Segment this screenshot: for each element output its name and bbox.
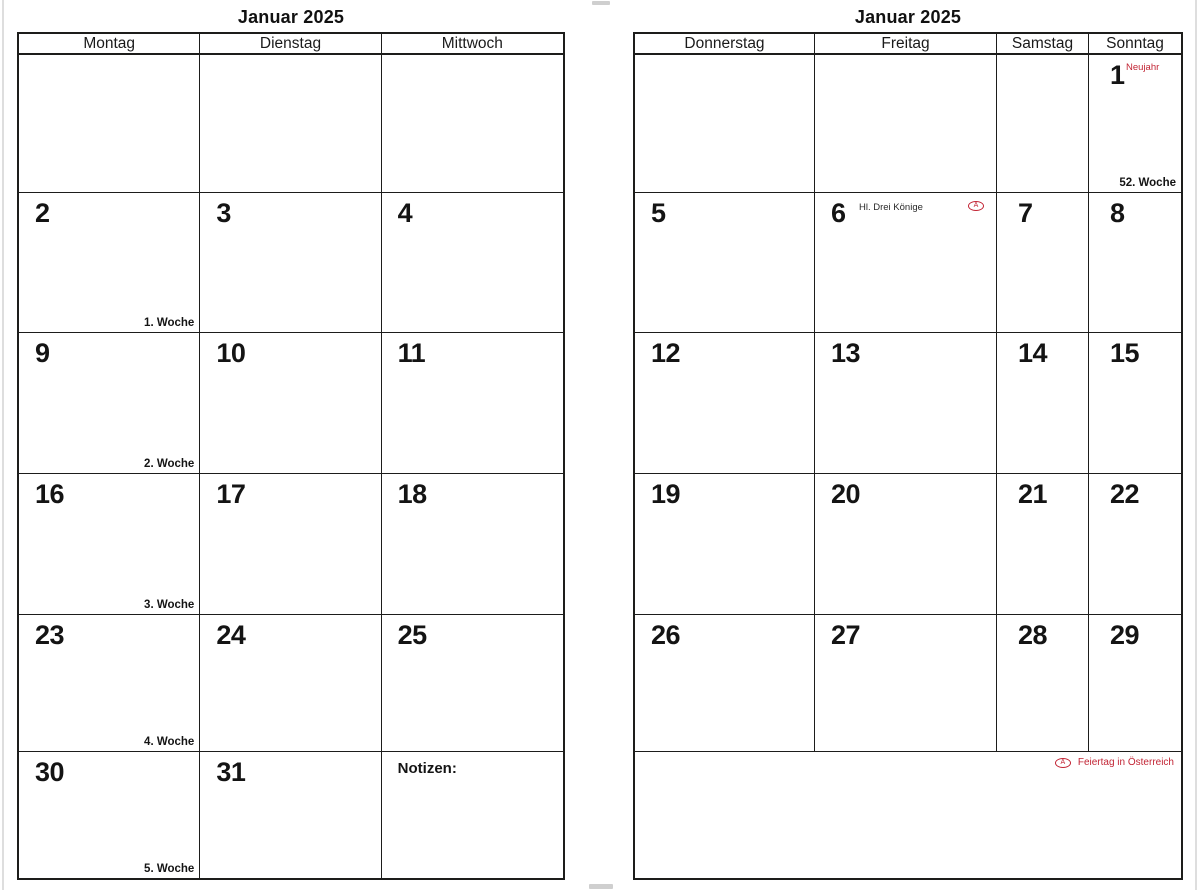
day-cell-25 <box>382 615 563 751</box>
week-label-1: 1. Woche <box>144 317 195 329</box>
week-row-4-left <box>19 615 563 752</box>
legend-text: Feiertag in Österreich <box>1077 757 1174 768</box>
day-number: 3 <box>216 198 231 228</box>
day-number: 30 <box>35 757 65 787</box>
month-title-left: Januar 2025 <box>237 7 345 27</box>
day-cell-empty <box>635 55 815 192</box>
day-number: 17 <box>216 479 246 509</box>
day-number: 23 <box>35 620 65 650</box>
day-number: 10 <box>216 338 246 368</box>
day-number: 1 <box>1110 60 1125 90</box>
weekday-header-row-right <box>635 34 1181 55</box>
day-number: 14 <box>1018 338 1048 368</box>
notes-cell <box>382 752 563 878</box>
week-row-4-right <box>635 615 1181 752</box>
day-cell-22 <box>1089 474 1181 614</box>
day-cell-21 <box>997 474 1089 614</box>
week-row-2-left <box>19 333 563 474</box>
day-number: 29 <box>1110 620 1140 650</box>
page-edge-right <box>1195 0 1197 890</box>
austria-holiday-marker-icon: A <box>968 201 984 211</box>
day-cell-23 <box>19 615 200 751</box>
day-number: 31 <box>216 757 246 787</box>
day-number: 13 <box>831 338 861 368</box>
day-number: 11 <box>397 338 426 368</box>
day-number: 26 <box>651 620 681 650</box>
holiday-legend <box>1055 757 1174 768</box>
calendar-left-page <box>17 32 565 880</box>
day-cell-20 <box>815 474 997 614</box>
day-cell-empty <box>200 55 381 192</box>
week-row-0-right <box>635 55 1181 193</box>
day-number: 4 <box>397 198 413 228</box>
week-row-3-right <box>635 474 1181 615</box>
weekday-header-row-left <box>19 34 563 55</box>
day-cell-18 <box>382 474 563 614</box>
week-row-3-left <box>19 474 563 615</box>
austria-holiday-marker-icon: A <box>1055 758 1071 768</box>
day-cell-19 <box>635 474 815 614</box>
day-cell-8 <box>1089 193 1181 332</box>
day-cell-13 <box>815 333 997 473</box>
footer-notes-row <box>635 752 1181 878</box>
day-cell-7 <box>997 193 1089 332</box>
notes-label: Notizen: <box>397 760 457 777</box>
day-header-sonntag: Sonntag <box>1089 34 1181 53</box>
day-number: 8 <box>1110 198 1125 228</box>
week-label-2: 2. Woche <box>144 458 195 470</box>
day-number: 12 <box>651 338 681 368</box>
day-cell-6-hl-drei-koenige <box>815 193 997 332</box>
day-cell-30 <box>19 752 200 878</box>
day-cell-29 <box>1089 615 1181 751</box>
day-cell-14 <box>997 333 1089 473</box>
day-header-donnerstag: Donnerstag <box>635 34 815 53</box>
holiday-label-neujahr: Neujahr <box>1126 62 1160 73</box>
day-number: 5 <box>651 198 666 228</box>
day-cell-31 <box>200 752 381 878</box>
holiday-label-hl-drei-koenige: Hl. Drei Könige <box>859 202 923 213</box>
day-number: 24 <box>216 620 246 650</box>
week-label-4: 4. Woche <box>144 736 195 748</box>
week-row-2-right <box>635 333 1181 474</box>
day-cell-15 <box>1089 333 1181 473</box>
day-cell-5 <box>635 193 815 332</box>
day-cell-4 <box>382 193 563 332</box>
day-cell-10 <box>200 333 381 473</box>
day-number: 22 <box>1110 479 1140 509</box>
day-cell-17 <box>200 474 381 614</box>
day-header-samstag: Samstag <box>997 34 1089 53</box>
week-label-52: 52. Woche <box>1119 177 1176 189</box>
day-header-dienstag: Dienstag <box>200 34 381 53</box>
day-cell-empty <box>997 55 1089 192</box>
binding-mark-top <box>592 1 610 5</box>
day-cell-28 <box>997 615 1089 751</box>
day-number: 28 <box>1018 620 1048 650</box>
day-cell-11 <box>382 333 563 473</box>
month-title-right: Januar 2025 <box>854 7 962 27</box>
day-cell-24 <box>200 615 381 751</box>
day-cell-16 <box>19 474 200 614</box>
day-number: 20 <box>831 479 861 509</box>
day-cell-27 <box>815 615 997 751</box>
day-cell-9 <box>19 333 200 473</box>
page-edge-left <box>2 0 4 890</box>
day-header-mittwoch: Mittwoch <box>382 34 563 53</box>
day-number: 15 <box>1110 338 1140 368</box>
day-number: 7 <box>1018 198 1033 228</box>
day-cell-2 <box>19 193 200 332</box>
binding-mark-bottom <box>589 884 613 889</box>
day-cell-empty <box>382 55 563 192</box>
day-cell-26 <box>635 615 815 751</box>
day-number: 18 <box>397 479 427 509</box>
day-number: 9 <box>35 338 50 368</box>
calendar-right-page <box>633 32 1183 880</box>
day-cell-3 <box>200 193 381 332</box>
day-cell-1-neujahr <box>1089 55 1181 192</box>
day-cell-12 <box>635 333 815 473</box>
day-number: 19 <box>651 479 681 509</box>
week-row-1-right <box>635 193 1181 333</box>
week-row-0-left <box>19 55 563 193</box>
day-cell-empty <box>815 55 997 192</box>
week-row-1-left <box>19 193 563 333</box>
day-number: 6 <box>831 198 846 228</box>
week-label-3: 3. Woche <box>144 599 195 611</box>
week-row-5-left <box>19 752 563 878</box>
day-number: 25 <box>397 620 427 650</box>
day-number: 27 <box>831 620 861 650</box>
week-label-5: 5. Woche <box>144 863 195 875</box>
day-number: 16 <box>35 479 65 509</box>
footer-notes-area <box>635 752 1181 878</box>
day-header-freitag: Freitag <box>815 34 997 53</box>
day-number: 2 <box>35 198 50 228</box>
day-header-montag: Montag <box>19 34 200 53</box>
day-number: 21 <box>1018 479 1048 509</box>
day-cell-empty <box>19 55 200 192</box>
